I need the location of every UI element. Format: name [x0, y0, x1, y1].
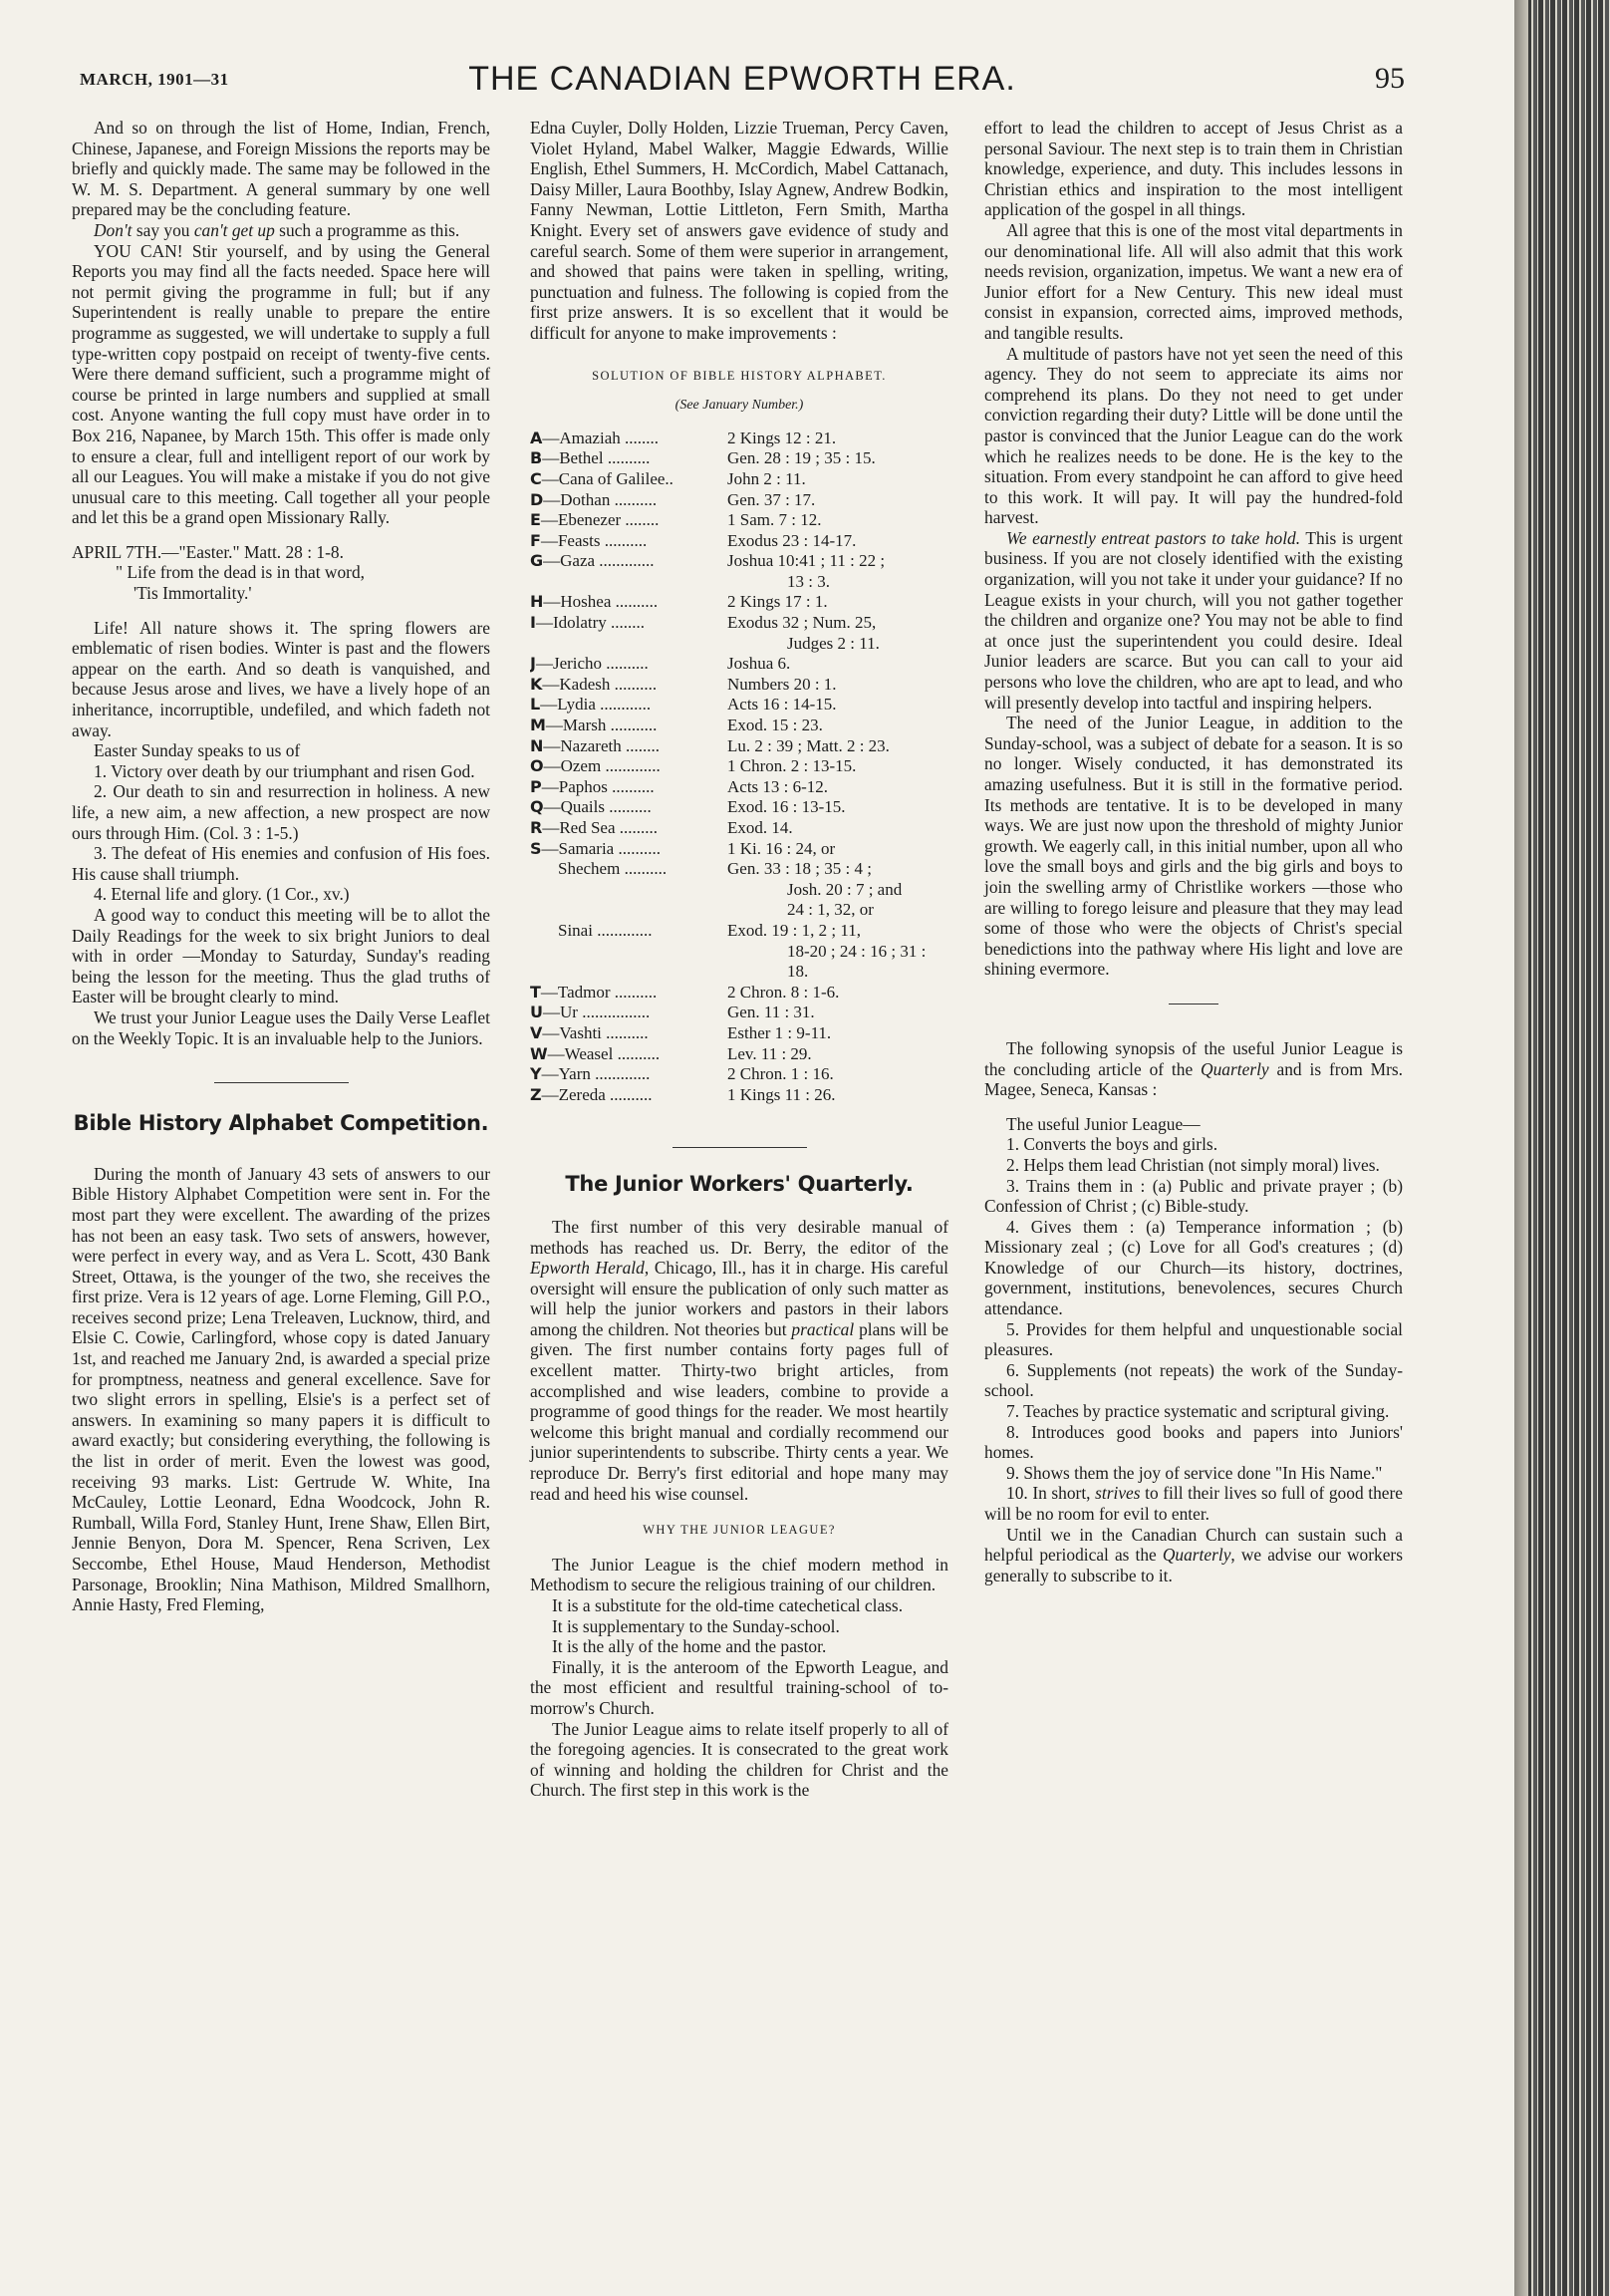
alphabet-answer	[530, 448, 727, 469]
alphabet-name: —Ur ................	[543, 1003, 651, 1022]
alphabet-name: Shechem ..........	[558, 859, 668, 879]
alphabet-letter: H	[530, 592, 544, 612]
column-3	[984, 118, 1403, 1585]
alphabet-letter: K	[530, 674, 543, 694]
alphabet-reference: 2 Kings 17 : 1.	[727, 592, 828, 612]
alphabet-letter: N	[530, 735, 544, 755]
alphabet-answer	[530, 592, 727, 613]
alphabet-answer	[530, 1023, 727, 1044]
text: plans will be given. The first number contains forty pages full of excellent matter. Thirty-two bright articles, from accomplished and wise leaders, combine to provide a programme of good things for the reader. We most heartily welcome this bright manual and cordially recommend our junior superintendents to subscribe. Thirty cents a year. We reproduce Dr. Berry's first editorial and hope many may read and heed his wise counsel.	[530, 1318, 948, 1504]
column-1	[72, 118, 490, 1615]
alphabet-answer	[530, 797, 727, 818]
alphabet-name: —Weasel ..........	[547, 1043, 661, 1063]
alphabet-answer	[530, 818, 727, 839]
alphabet-answer	[530, 880, 727, 901]
alphabet-answer	[530, 1085, 727, 1106]
alphabet-name: —Ozem .............	[543, 756, 661, 776]
alphabet-row	[530, 900, 948, 921]
alphabet-reference: 13 : 3.	[787, 571, 830, 591]
alphabet-name: —Lydia ............	[540, 695, 652, 715]
text: say you	[132, 219, 194, 240]
quote-line: 'Tis Immortality.'	[134, 583, 252, 604]
paragraph: The useful Junior League—	[1006, 1113, 1201, 1134]
paragraph: It is supplementary to the Sunday-school.	[552, 1615, 840, 1636]
alphabet-letter: J	[530, 654, 536, 674]
alphabet-letter: P	[530, 776, 542, 796]
alphabet-row	[530, 469, 948, 490]
alphabet-answer	[530, 756, 727, 777]
paragraph: Life! All nature shows it. The spring flowers are emblematic of risen bodies. Winter is past and the flowers appear on the earth. And so death is vanquished, and because Jesus arose and lives, we have a lively hope of an inheritance, incorruptible, undefiled, and which fadeth not away.	[72, 617, 490, 740]
paragraph	[984, 1525, 1403, 1586]
paragraph: We trust your Junior League uses the Daily Verse Leaflet on the Weekly Topic. It is an invaluable help to the Juniors.	[72, 1006, 490, 1048]
alphabet-name: —Paphos ..........	[541, 776, 655, 796]
alphabet-name: —Nazareth ........	[543, 735, 660, 755]
alphabet-reference: Acts 16 : 14-15.	[727, 695, 837, 715]
paragraph: And so on through the list of Home, Indian, French, Chinese, Japanese, and Foreign Missions the reports may be briefly and quickly made. The same may be followed in the W. M. S. Department. A general summary by one well prepared may be the concluding feature.	[72, 118, 490, 220]
divider	[672, 1147, 807, 1148]
alphabet-answer	[530, 900, 727, 921]
text: to fill their lives so full of good there will be no room for evil to enter.	[984, 1483, 1403, 1524]
alphabet-answer	[530, 429, 727, 449]
alphabet-name: —Feasts ..........	[540, 530, 648, 550]
alphabet-answer	[530, 716, 727, 736]
list-item	[984, 1483, 1403, 1524]
alphabet-reference: Judges 2 : 11.	[787, 633, 880, 653]
list-item: 4. Gives them : (a) Temperance information ; (b) Missionary zeal ; (c) Love for all God's creatures ; (d) Knowledge of our Church—its history, doctrines, government, institutions, benevolences, secures Church attendance.	[984, 1216, 1403, 1319]
alphabet-letter: G	[530, 551, 544, 571]
italic-text: can't get up	[193, 219, 275, 240]
alphabet-row	[530, 531, 948, 552]
alphabet-name: —Samaria ..........	[541, 838, 661, 858]
list-item: 3. Trains them in : (a) Public and private prayer ; (b) Confession of Christ ; (c) Bible-study.	[984, 1175, 1403, 1217]
alphabet-answer	[530, 983, 727, 1004]
paragraph	[530, 1217, 948, 1504]
alphabet-letter: W	[530, 1043, 548, 1063]
alphabet-reference: 2 Kings 12 : 21.	[727, 428, 837, 447]
text: Until we in the Canadian Church can sustain such a helpful periodical as the	[984, 1524, 1403, 1566]
text: such a programme as this.	[274, 219, 460, 240]
alphabet-letter: M	[530, 716, 546, 735]
alphabet-reference: Numbers 20 : 1.	[727, 674, 837, 694]
alphabet-letter: S	[530, 838, 542, 858]
list-item: 1. Victory over death by our triumphant and risen God.	[94, 760, 475, 781]
text: The first number of this very desirable manual of methods has reached us. Dr. Berry, the editor of the	[530, 1216, 948, 1258]
alphabet-reference: Lev. 11 : 29.	[727, 1043, 812, 1063]
alphabet-reference: John 2 : 11.	[727, 468, 806, 488]
alphabet-reference: Gen. 28 : 19 ; 35 : 15.	[727, 448, 876, 468]
alphabet-answer	[530, 634, 727, 655]
paragraph: A good way to conduct this meeting will be to allot the Daily Readings for the week to six bright Juniors to deal with in order —Monday to Saturday, Sunday's reading being the lesson for the meeting. Thus the glad truths of Easter will be brought clearly to mind.	[72, 904, 490, 1007]
alphabet-answer	[530, 654, 727, 675]
alphabet-row	[530, 448, 948, 469]
alphabet-reference: 2 Chron. 8 : 1-6.	[727, 982, 840, 1002]
alphabet-name: —Marsh ...........	[545, 716, 658, 735]
alphabet-answer	[530, 531, 727, 552]
alphabet-letter: T	[530, 982, 541, 1002]
alphabet-name: —Amaziah ........	[542, 428, 659, 447]
alphabet-reference: Exodus 23 : 14-17.	[727, 530, 857, 550]
alphabet-row	[530, 654, 948, 675]
column-2	[530, 118, 948, 1801]
paragraph: The Junior League aims to relate itself properly to all of the foregoing agencies. It is consecrated to the great work of winning and holding the children for Christ and the Church. The first step in this work is the	[530, 1718, 948, 1801]
quote-line: " Life from the dead is in that word,	[116, 562, 366, 583]
alphabet-reference: Lu. 2 : 39 ; Matt. 2 : 23.	[727, 735, 890, 755]
alphabet-row	[530, 695, 948, 716]
section-heading: The Junior Workers' Quarterly.	[565, 1172, 914, 1197]
divider	[214, 1082, 349, 1083]
alphabet-letter: B	[530, 448, 543, 468]
paragraph: During the month of January 43 sets of answers to our Bible History Alphabet Competition were sent in. For the most part they were excellent. The awarding of the prizes has not been an easy task. Two sets of answers, however, were perfect in every way, and as Vera L. Scott, 430 Bank Street, Ottawa, is the younger of the two, she receives the first prize. Vera is 12 years of age. Lorne Fleming, Gill P.O., receives second prize; Lena Treleaven, Lucknow, third, and Elsie C. Cowie, Carlingford, whose copy is dated January 1st, and reached me January 2nd, is awarded a special prize for promptness, neatness and general excellence. Save for two slight errors in spelling, Elsie's is a perfect set of answers. In examining so many papers it is difficult to award exactly; but considering everything, the following is the list in order of merit. Even the lowest was good, receiving 93 marks. List: Gertrude W. White, Ina McCauley, Lottie Leonard, Edna Woodcock, John R. Rumball, Willa Ford, Stanley Hunt, Irene Shaw, Ellen Birt, Jennie Benyon, Dora M. Spencer, Rena Scriven, Lex Seccombe, Ethel House, Maud Henderson, Methodist Parsonage, Brooklin; Nina Mathison, Mildred Smallhorn, Annie Hasty, Fred Fleming,	[72, 1163, 490, 1615]
page-header	[80, 60, 1405, 110]
alphabet-reference: Exod. 16 : 13-15.	[727, 797, 846, 817]
alphabet-answer	[530, 613, 727, 634]
italic-text: practical	[791, 1318, 855, 1339]
alphabet-reference: 1 Sam. 7 : 12.	[727, 510, 822, 530]
masthead-title: THE CANADIAN EPWORTH ERA.	[468, 60, 1016, 98]
alphabet-row	[530, 859, 948, 880]
alphabet-row	[530, 839, 948, 860]
alphabet-name: —Vashti ..........	[542, 1022, 649, 1042]
list-item: 7. Teaches by practice systematic and scriptural giving.	[1006, 1401, 1390, 1422]
alphabet-table-body	[530, 429, 948, 1106]
alphabet-answer	[530, 510, 727, 531]
list-item: 2. Helps them lead Christian (not simply moral) lives.	[1006, 1154, 1380, 1175]
alphabet-row	[530, 962, 948, 983]
list-item: 2. Our death to sin and resurrection in holiness. A new life, a new aim, a new affection, a new prospect are now ours through Him. (Col. 3 : 1-5.)	[72, 781, 490, 843]
paragraph: It is a substitute for the old-time catechetical class.	[552, 1595, 904, 1615]
paragraph: Edna Cuyler, Dolly Holden, Lizzie Trueman, Percy Caven, Violet Hyland, Mabel Walker, Maggie Edwards, Willie English, Ethel Summers, H. McCordich, Mabel Cattanach, Daisy Miller, Laura Boothby, Islay Agnew, Andrew Bodkin, Fanny Newman, Lottie Littleton, Fern Smith, Martha Knight. Every set of answers gave evidence of study and careful search. Some of them were superior in arrangement, and showed that pains were taken in spelling, writing, punctuation and fulness. The following is copied from the first prize answers. It is so excellent that it would be difficult for anyone to make improvements :	[530, 118, 948, 343]
alphabet-answer	[530, 859, 727, 880]
alphabet-row	[530, 551, 948, 572]
alphabet-table	[530, 429, 948, 1106]
alphabet-reference: Exod. 15 : 23.	[727, 716, 823, 735]
alphabet-row	[530, 756, 948, 777]
list-item: 1. Converts the boys and girls.	[1006, 1134, 1218, 1155]
subheading: SOLUTION OF BIBLE HISTORY ALPHABET.	[592, 368, 887, 383]
alphabet-reference: Gen. 11 : 31.	[727, 1003, 815, 1022]
alphabet-reference: Exod. 19 : 1, 2 ; 11,	[727, 920, 861, 940]
alphabet-name: —Cana of Galilee..	[541, 468, 673, 488]
alphabet-row	[530, 983, 948, 1004]
alphabet-answer	[530, 736, 727, 757]
list-item: 6. Supplements (not repeats) the work of the Sunday-school.	[984, 1359, 1403, 1401]
alphabet-row	[530, 777, 948, 798]
alphabet-answer	[530, 572, 727, 593]
issue-date: MARCH, 1901—31	[80, 70, 229, 89]
alphabet-letter: Y	[530, 1064, 542, 1084]
topic-heading: APRIL 7TH.—"Easter." Matt. 28 : 1-8.	[72, 541, 344, 562]
paragraph: YOU CAN! Stir yourself, and by using the General Reports you may find all the facts needed. Space here will not permit giving the programme in full; but if any Superintendent is really unable to prepare the entire programme as suggested, we will undertake to supply a full type-written copy postpaid on receipt of twenty-five cents. Were there demand sufficient, such a programme might of course be printed in large numbers and supplied at small cost. Anyone wanting the full copy must have order in to Box 216, Napanee, by March 15th. This offer is made only to ensure a clear, full and intelligent report of our work by all our Leagues. You will make a mistake if you do not give unusual care to this meeting. Call together all your people and let this be a grand open Missionary Rally.	[72, 240, 490, 528]
alphabet-name: —Tadmor ..........	[540, 982, 658, 1002]
list-item: 8. Introduces good books and papers into Juniors' homes.	[984, 1421, 1403, 1463]
book-binding-edge	[1514, 0, 1610, 2296]
alphabet-row	[530, 490, 948, 511]
paragraph: All agree that this is one of the most vital departments in our denominational life. All will also admit that this work needs revision, organization, impetus. We want a new era of Junior effort for a New Century. This new ideal must consist in expansion, corrected aims, improved methods, and tangible results.	[984, 219, 1403, 343]
text: , we advise our workers generally to subscribe to it.	[984, 1545, 1403, 1585]
text: 10. In short,	[1006, 1483, 1096, 1504]
alphabet-name: —Jericho ..........	[535, 654, 649, 674]
alphabet-reference: Joshua 6.	[727, 654, 791, 674]
alphabet-reference: Josh. 20 : 7 ; and	[787, 879, 903, 899]
text: The following synopsis of the useful Junior League is the concluding article of the	[984, 1037, 1403, 1079]
list-item: 4. Eternal life and glory. (1 Cor., xv.)	[94, 884, 350, 905]
alphabet-letter: F	[530, 530, 541, 550]
alphabet-answer	[530, 551, 727, 572]
alphabet-row	[530, 1064, 948, 1085]
alphabet-name: —Red Sea .........	[542, 818, 659, 837]
alphabet-reference: 1 Kings 11 : 26.	[727, 1084, 836, 1104]
alphabet-answer	[530, 695, 727, 716]
alphabet-answer	[530, 675, 727, 696]
italic-text: Epworth Herald	[530, 1258, 645, 1279]
alphabet-letter: V	[530, 1022, 543, 1042]
paragraph: Finally, it is the anteroom of the Epworth League, and the most efficient and resultful training-school of to-morrow's Church.	[530, 1656, 948, 1718]
alphabet-reference: Gen. 33 : 18 ; 35 : 4 ;	[727, 859, 872, 879]
alphabet-reference: 1 Ki. 16 : 24, or	[727, 838, 836, 858]
italic-text: strives	[1095, 1483, 1141, 1504]
alphabet-reference: 1 Chron. 2 : 13-15.	[727, 756, 857, 776]
alphabet-row	[530, 592, 948, 613]
alphabet-answer	[530, 490, 727, 511]
alphabet-reference: Esther 1 : 9-11.	[727, 1022, 832, 1042]
alphabet-row	[530, 1003, 948, 1023]
italic-text: Don't	[94, 219, 133, 240]
alphabet-name: —Hoshea ..........	[543, 592, 659, 612]
alphabet-row	[530, 613, 948, 634]
alphabet-row	[530, 921, 948, 942]
alphabet-answer	[530, 1064, 727, 1085]
alphabet-reference: 2 Chron. 1 : 16.	[727, 1064, 834, 1084]
alphabet-reference: Gen. 37 : 17.	[727, 489, 816, 509]
alphabet-answer	[530, 1044, 727, 1065]
page-number: 95	[1375, 62, 1405, 95]
italic-text: Quarterly	[1201, 1058, 1269, 1079]
alphabet-row	[530, 1085, 948, 1106]
alphabet-row	[530, 429, 948, 449]
alphabet-reference: Exodus 32 ; Num. 25,	[727, 613, 877, 633]
alphabet-letter: I	[530, 613, 536, 633]
list-item: 3. The defeat of His enemies and confusion of His foes. His cause shall triumph.	[72, 843, 490, 884]
alphabet-letter: U	[530, 1003, 543, 1022]
alphabet-reference: 18.	[787, 962, 809, 982]
alphabet-letter: C	[530, 468, 542, 488]
alphabet-answer	[530, 962, 727, 983]
alphabet-row	[530, 736, 948, 757]
alphabet-name: —Ebenezer ........	[540, 510, 660, 530]
list-item: 9. Shows them the joy of service done "In His Name."	[1006, 1462, 1383, 1483]
alphabet-letter: D	[530, 489, 544, 509]
alphabet-answer	[530, 469, 727, 490]
alphabet-name: —Bethel ..........	[542, 448, 651, 468]
alphabet-letter: R	[530, 818, 543, 837]
alphabet-name: —Quails ..........	[543, 797, 652, 817]
alphabet-row	[530, 716, 948, 736]
alphabet-row	[530, 880, 948, 901]
alphabet-reference: Joshua 10:41 ; 11 : 22 ;	[727, 551, 886, 571]
alphabet-name: —Gaza .............	[543, 551, 655, 571]
alphabet-name: —Zereda ..........	[541, 1084, 653, 1104]
paragraph: A multitude of pastors have not yet seen the need of this agency. They do not seem to appreciate its aims nor comprehend its plans. Do they not need to get under conviction regarding their duty? Little will be done until the pastor is convinced that the Junior League can do the work which he realizes needs to be done. He is the key to the situation. From every standpoint he can afford to give heed to this work. It will pay. It will pay the hundred-fold harvest.	[984, 343, 1403, 528]
paragraph	[984, 528, 1403, 713]
alphabet-answer	[530, 942, 727, 963]
alphabet-name: Sinai .............	[558, 920, 653, 940]
alphabet-reference: Acts 13 : 6-12.	[727, 776, 829, 796]
italic-text: Quarterly	[1162, 1545, 1231, 1566]
alphabet-row	[530, 572, 948, 593]
alphabet-answer	[530, 777, 727, 798]
paragraph: The Junior League is the chief modern method in Methodism to secure the religious training of our children.	[530, 1554, 948, 1595]
alphabet-row	[530, 818, 948, 839]
paragraph	[72, 220, 490, 241]
paragraph: The need of the Junior League, in addition to the Sunday-school, was a subject of debate for a season. It is so no longer. Wisely conducted, it has demonstrated its amazing usefulness. But it is still in the formative period. Its methods are tentative. It is to be developed in many ways. We are just now upon the threshold of mighty Junior growth. We eagerly call, in this initial number, upon all who love the small boys and girls and the big girls and boys to join the swelling army of Christlike workers —those who are willing to forego leisure and pleasure that they may lead some of those who were the objects of Christ's special benedictions into the pathway where His light and love are shining evermore.	[984, 713, 1403, 980]
text: This is urgent business. If you are not closely identified with the existing organization, will you not take it under your guidance? If no League exists in your church, will you not gather together the children and organize one? You may not be able to find at once just the superintendent you could desire. Ideal Junior leaders are scarce. But you can call to your aid persons who love the children, who are apt to lead, and who will presently develop into tactful and inspiring helpers.	[984, 527, 1404, 713]
alphabet-name: —Kadesh ..........	[542, 674, 658, 694]
alphabet-name: —Yarn .............	[541, 1064, 651, 1084]
alphabet-name: —Dothan ..........	[543, 489, 658, 509]
binding-shadow	[1514, 0, 1528, 2296]
alphabet-answer	[530, 1003, 727, 1023]
alphabet-reference: 24 : 1, 32, or	[787, 900, 874, 920]
alphabet-row	[530, 675, 948, 696]
alphabet-letter: E	[530, 510, 541, 530]
paragraph: effort to lead the children to accept of Jesus Christ as a personal Saviour. The next step is to train them in Christian knowledge, experience, and duty. This includes lessons in Christian ethics and inspiration to the most intelligent application of the gospel in all things.	[984, 118, 1403, 220]
paragraph: It is the ally of the home and the pastor.	[552, 1636, 827, 1657]
alphabet-answer	[530, 839, 727, 860]
text: , Chicago, Ill., has it in charge. His careful oversight will ensure the publication of only such matter as will help the junior workers and pastors in their labors among the children. Not theories but	[530, 1258, 948, 1339]
italic-text: We earnestly entreat pastors to take hold.	[1006, 527, 1301, 548]
paragraph	[984, 1038, 1403, 1100]
subheading: WHY THE JUNIOR LEAGUE?	[643, 1523, 836, 1538]
section-heading: Bible History Alphabet Competition.	[73, 1111, 489, 1136]
alphabet-row	[530, 942, 948, 963]
list-item: 5. Provides for them helpful and unquestionable social pleasures.	[984, 1318, 1403, 1360]
alphabet-row	[530, 797, 948, 818]
subheading-note: (See January Number.)	[674, 398, 804, 414]
alphabet-row	[530, 1023, 948, 1044]
paragraph: Easter Sunday speaks to us of	[94, 740, 301, 761]
alphabet-letter: Z	[530, 1084, 542, 1104]
alphabet-letter: A	[530, 428, 543, 447]
alphabet-row	[530, 1044, 948, 1065]
alphabet-reference: Exod. 14.	[727, 818, 793, 837]
alphabet-letter: L	[530, 695, 541, 715]
alphabet-answer	[530, 921, 727, 942]
alphabet-row	[530, 634, 948, 655]
alphabet-letter: Q	[530, 797, 544, 817]
alphabet-row	[530, 510, 948, 531]
alphabet-name: —Idolatry ........	[535, 613, 646, 633]
alphabet-letter: O	[530, 756, 544, 776]
text: and is from Mrs. Magee, Seneca, Kansas :	[984, 1058, 1403, 1100]
alphabet-reference: 18-20 ; 24 : 16 ; 31 :	[787, 941, 927, 961]
